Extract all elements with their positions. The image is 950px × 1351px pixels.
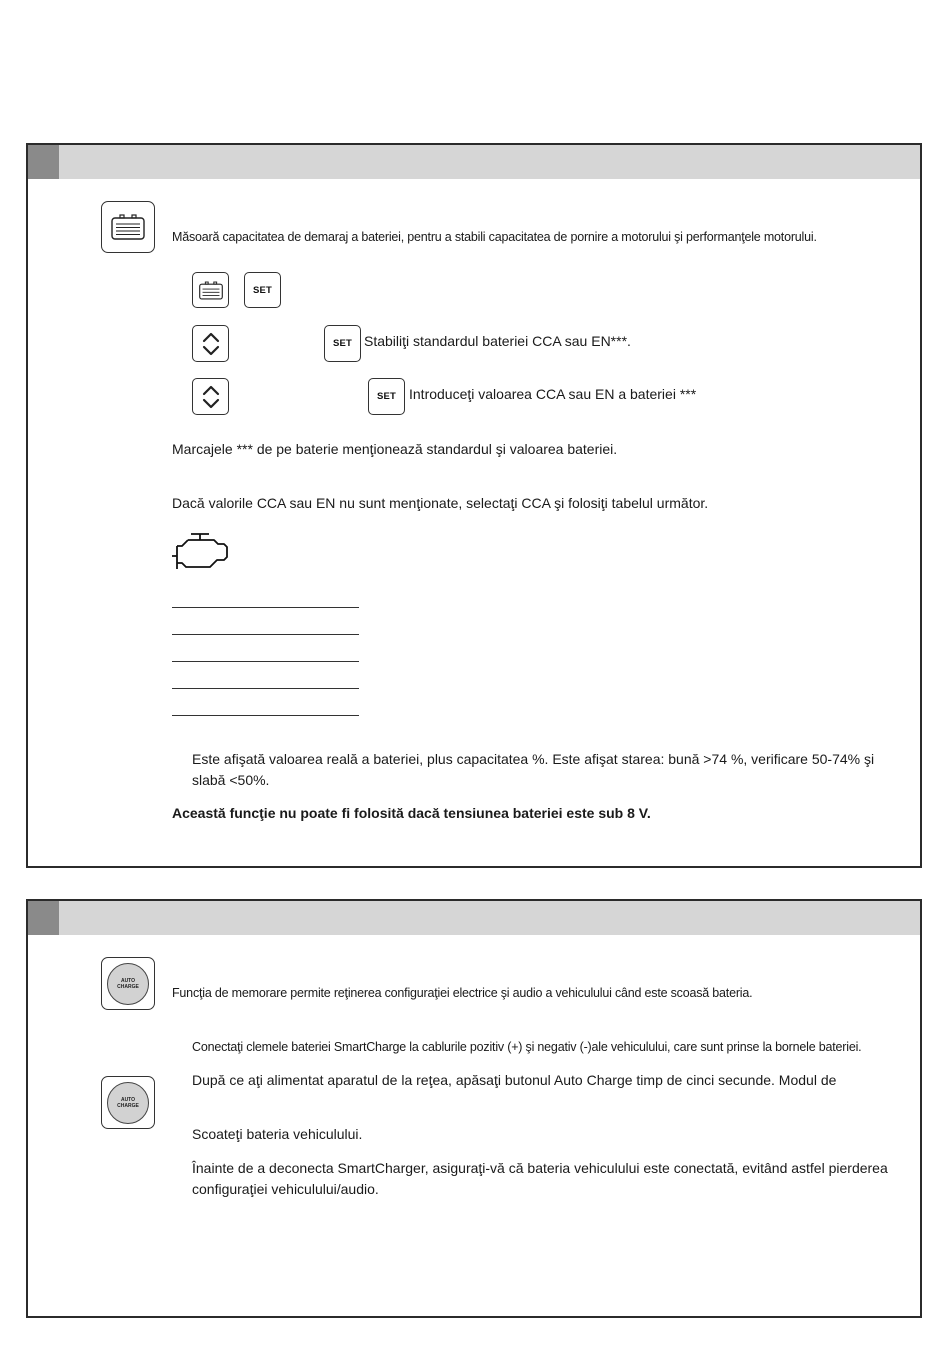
engine-icon xyxy=(170,531,232,571)
auto-charge-label: CHARGE xyxy=(117,1102,139,1109)
step-disconnect: Înainte de a deconecta SmartCharger, asiguraţi-vă că bateria vehiculului este conectată, evitând astfel pierderea configuraţiei vehiculului/audio. xyxy=(192,1160,888,1197)
battery-test-button[interactable] xyxy=(101,201,155,253)
battery-icon xyxy=(111,214,145,240)
up-down-chevron-icon xyxy=(202,385,220,409)
auto-charge-label: AUTO xyxy=(120,1096,136,1103)
set-button[interactable] xyxy=(324,325,361,362)
step-connect: Conectaţi clemele bateriei SmartCharge la cablurile pozitiv (+) şi negativ (-)ale vehiculului, care sunt prinse la bornele bateriei. xyxy=(192,1040,862,1054)
step-battery-value: Introduceţi valoarea CCA sau EN a bateriei *** xyxy=(409,386,697,402)
set-button[interactable] xyxy=(368,378,405,415)
table-rule xyxy=(172,661,359,662)
step-power: După ce aţi alimentat aparatul de la reţea, apăsaţi butonul Auto Charge timp de cinci secunde. Modul de xyxy=(192,1072,837,1088)
set-button-label: SET xyxy=(252,284,273,296)
up-down-button[interactable] xyxy=(192,325,229,362)
memory-intro: Funcţia de memorare permite reţinerea configuraţiei electrice şi audio a vehiculului când este scoasă bateria. xyxy=(172,986,753,1000)
battery-icon xyxy=(199,281,223,300)
up-down-chevron-icon xyxy=(202,332,220,356)
auto-charge-button[interactable] xyxy=(101,957,155,1010)
auto-charge-icon xyxy=(107,1082,149,1124)
table-rule xyxy=(172,688,359,689)
note-markings: Marcajele *** de pe baterie menţionează standardul şi valoarea bateriei. xyxy=(172,441,618,457)
table-rule xyxy=(172,607,359,608)
battery-test-button-small[interactable] xyxy=(192,272,229,308)
panel-header-tab xyxy=(28,901,59,935)
set-button-label: SET xyxy=(332,338,353,349)
auto-charge-label: CHARGE xyxy=(117,983,139,990)
battery-test-intro: Măsoară capacitatea de demaraj a bateriei, pentru a stabili capacitatea de pornire a motorului şi performanţele motorului. xyxy=(172,230,817,244)
voltage-warning: Această funcţie nu poate fi folosită dacă tensiunea bateriei este sub 8 V. xyxy=(172,805,651,821)
panel-header xyxy=(28,145,920,179)
auto-charge-button[interactable] xyxy=(101,1076,155,1129)
note-table: Dacă valorile CCA sau EN nu sunt menţionate, selectaţi CCA şi folosiţi tabelul următor. xyxy=(172,495,709,511)
panel-header xyxy=(28,901,920,935)
set-button[interactable] xyxy=(244,272,281,308)
set-button-label: SET xyxy=(376,391,397,402)
auto-charge-icon xyxy=(107,963,149,1005)
result-description: Este afişată valoarea reală a bateriei, plus capacitatea %. Este afişat starea: bună >74 %, verificare 50-74% şi slabă <50%. xyxy=(192,751,875,788)
step-remove-battery: Scoateţi bateria vehiculului. xyxy=(192,1126,363,1142)
auto-charge-label: AUTO xyxy=(120,977,136,984)
up-down-button[interactable] xyxy=(192,378,229,415)
table-rule xyxy=(172,715,359,716)
panel-header-tab xyxy=(28,145,59,179)
table-rule xyxy=(172,634,359,635)
step-battery-standard: Stabiliţi standardul bateriei CCA sau EN***. xyxy=(364,333,631,349)
memory-function-panel xyxy=(26,899,922,1318)
